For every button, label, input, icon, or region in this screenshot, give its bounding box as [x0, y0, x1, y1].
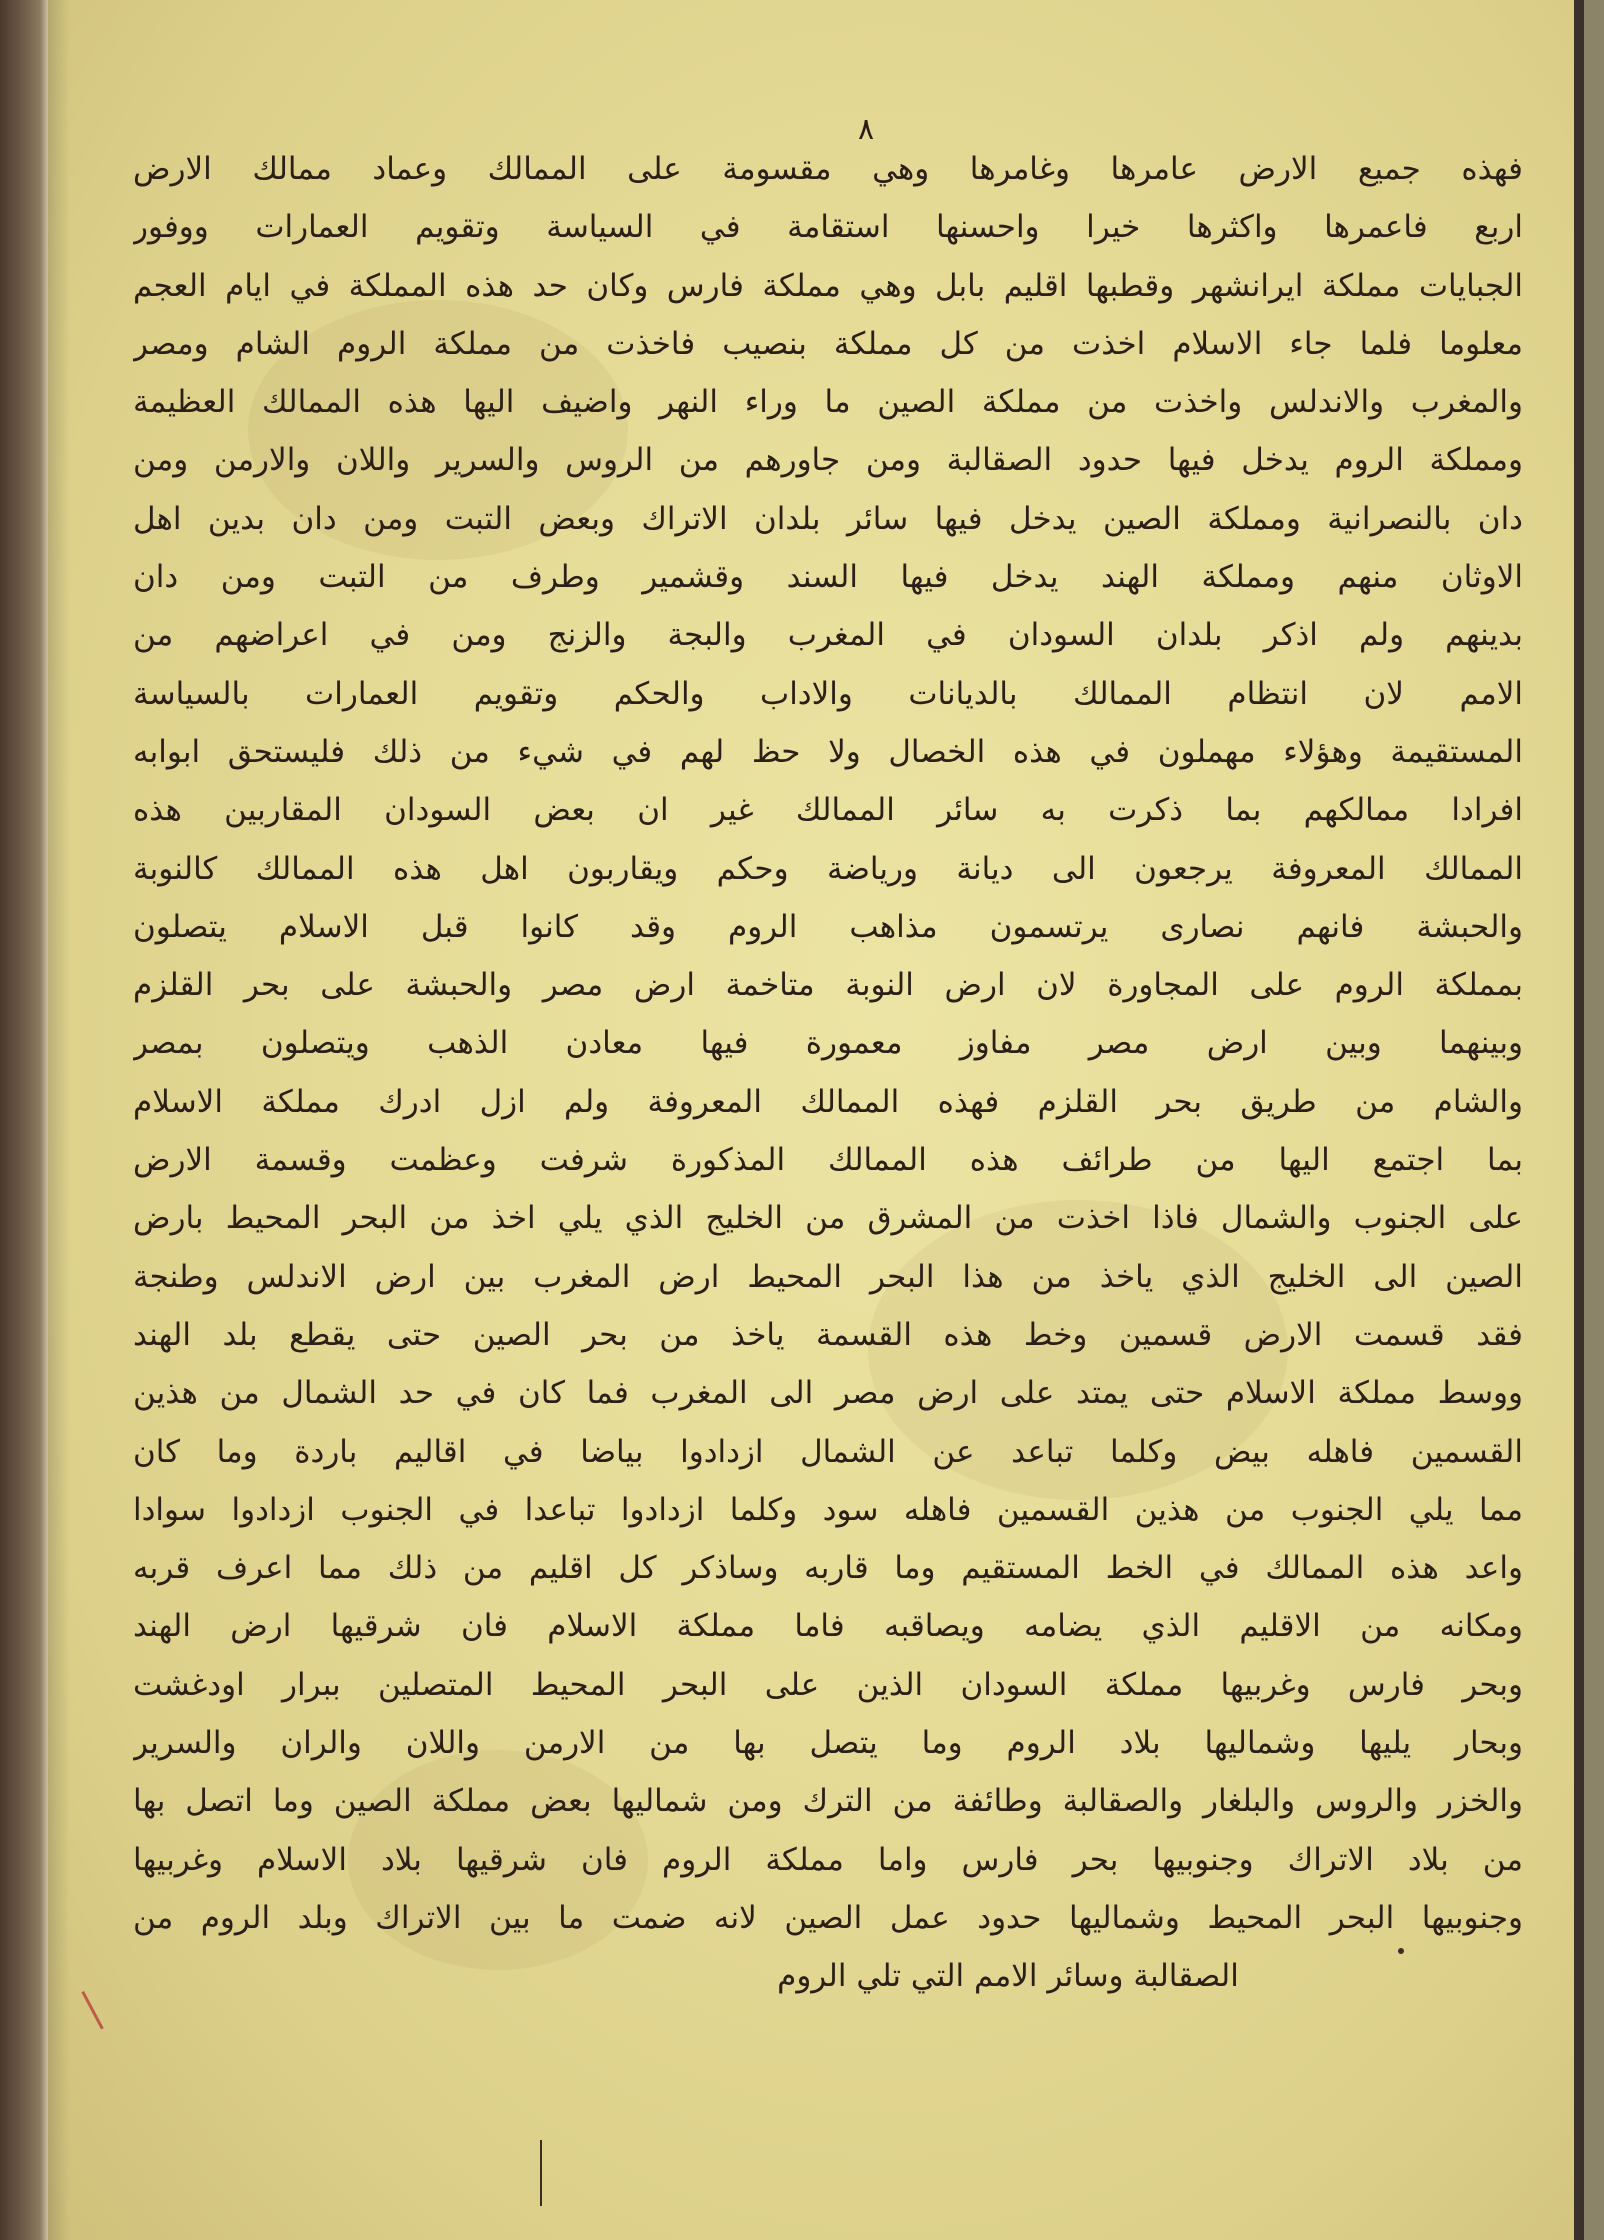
text-line: واعد هذه الممالك في الخط المستقيم وما قاربه وساذكر كل اقليم من ذلك مما اعرف قربه: [133, 1550, 1523, 1587]
manuscript-text: [133, 140, 1523, 2006]
text-line: افرادا ممالكهم بما ذكرت به سائر الممالك غير ان بعض السودان المقاربين هذه: [133, 792, 1523, 829]
ink-tail-stroke: [540, 2140, 542, 2206]
red-margin-mark: [81, 1983, 119, 2030]
text-line: وبحار يليها وشماليها بلاد الروم وما يتصل بها من الارمن واللان والران والسرير: [133, 1725, 1523, 1762]
text-line: وبحر فارس وغربيها مملكة السودان الذين على البحر المحيط المتصلين ببرار اودغشت: [133, 1666, 1523, 1703]
text-line: مما يلي الجنوب من هذين القسمين فاهله سود وكلما ازدادوا تباعدا في الجنوب ازدادوا سوادا: [133, 1491, 1523, 1528]
folio-number: ٨: [858, 112, 875, 147]
text-line: والمغرب والاندلس واخذت من مملكة الصين ما وراء النهر واضيف اليها هذه الممالك العظيمة: [133, 384, 1523, 421]
text-line: المستقيمة وهؤلاء مهملون في هذه الخصال ولا حظ لهم في شيء من ذلك فليستحق ابوابه: [133, 733, 1523, 770]
text-line: على الجنوب والشمال فاذا اخذت من المشرق من الخليج الذي يلي اخذ من البحر المحيط بارض: [133, 1200, 1523, 1237]
text-line: فقد قسمت الارض قسمين وخط هذه القسمة ياخذ من بحر الصين حتى يقطع بلد الهند: [133, 1316, 1523, 1353]
text-line: الاوثان منهم ومملكة الهند يدخل فيها السند وقشمير وطرف من التبت ومن دان: [133, 559, 1523, 596]
text-line-final: الصقالبة وسائر الامم التي تلي الروم: [777, 1958, 1239, 1995]
text-line: بمملكة الروم على المجاورة لان ارض النوبة متاخمة ارض مصر والحبشة على بحر القلزم: [133, 967, 1523, 1004]
text-line: فهذه جميع الارض عامرها وغامرها وهي مقسومة على الممالك وعماد ممالك الارض: [133, 151, 1523, 187]
text-line: الممالك المعروفة يرجعون الى ديانة ورياضة وحكم ويقاربون اهل هذه الممالك كالنوبة: [133, 850, 1523, 887]
text-line: ومملكة الروم يدخل فيها حدود الصقالبة ومن جاورهم من الروس والسرير واللان والارمن ومن: [133, 442, 1523, 479]
text-line: وبينهما وبين ارض مصر مفاوز معمورة فيها معادن الذهب ويتصلون بمصر: [133, 1025, 1523, 1062]
text-line: من بلاد الاتراك وجنوبيها بحر فارس واما مملكة الروم فان شرقيها بلاد الاسلام وغربيها: [133, 1841, 1523, 1878]
text-line: اربع فاعمرها واكثرها خيرا واحسنها استقامة في السياسة وتقويم العمارات ووفور: [133, 209, 1523, 246]
text-line: بما اجتمع اليها من طرائف هذه الممالك المذكورة شرفت وعظمت وقسمة الارض: [133, 1142, 1523, 1179]
text-line: ومكانه من الاقليم الذي يضامه ويصاقبه فاما مملكة الاسلام فان شرقيها ارض الهند: [133, 1608, 1523, 1645]
ink-dot: [1398, 1948, 1404, 1954]
text-line: دان بالنصرانية ومملكة الصين يدخل فيها سائر بلدان الاتراك وبعض التبت ومن دان بدين اهل: [133, 500, 1523, 537]
text-line: وجنوبيها البحر المحيط وشماليها حدود عمل الصين لانه ضمت ما بين الاتراك وبلد الروم من: [133, 1899, 1523, 1936]
text-line: معلوما فلما جاء الاسلام اخذت من كل مملكة بنصيب فاخذت من مملكة الروم الشام ومصر: [133, 325, 1523, 362]
text-line: والحبشة فانهم نصارى يرتسمون مذاهب الروم وقد كانوا قبل الاسلام يتصلون: [133, 908, 1523, 945]
text-line: ووسط مملكة الاسلام حتى يمتد على ارض مصر الى المغرب فما كان في حد الشمال من هذين: [133, 1375, 1523, 1412]
text-line: بدينهم ولم اذكر بلدان السودان في المغرب والبجة والزنج ومن في اعراضهم من: [133, 617, 1523, 654]
text-line: الصين الى الخليج الذي ياخذ من هذا البحر المحيط ارض المغرب بين ارض الاندلس وطنجة: [133, 1258, 1523, 1295]
text-line: الجبايات مملكة ايرانشهر وقطبها اقليم بابل وهي مملكة فارس وكان حد هذه المملكة في ايام العجم: [133, 267, 1523, 304]
manuscript-page: [48, 0, 1584, 2240]
text-line: الامم لان انتظام الممالك بالديانات والاداب والحكم وتقويم العمارات بالسياسة: [133, 675, 1523, 712]
text-line: والخزر والروس والبلغار والصقالبة وطائفة من الترك ومن شماليها بعض مملكة الصين وما اتصل بها: [133, 1783, 1523, 1820]
text-line: القسمين فاهله بيض وكلما تباعد عن الشمال ازدادوا بياضا في اقاليم باردة وما كان: [133, 1433, 1523, 1470]
text-line: والشام من طريق بحر القلزم فهذه الممالك المعروفة ولم ازل ادرك مملكة الاسلام: [133, 1083, 1523, 1120]
